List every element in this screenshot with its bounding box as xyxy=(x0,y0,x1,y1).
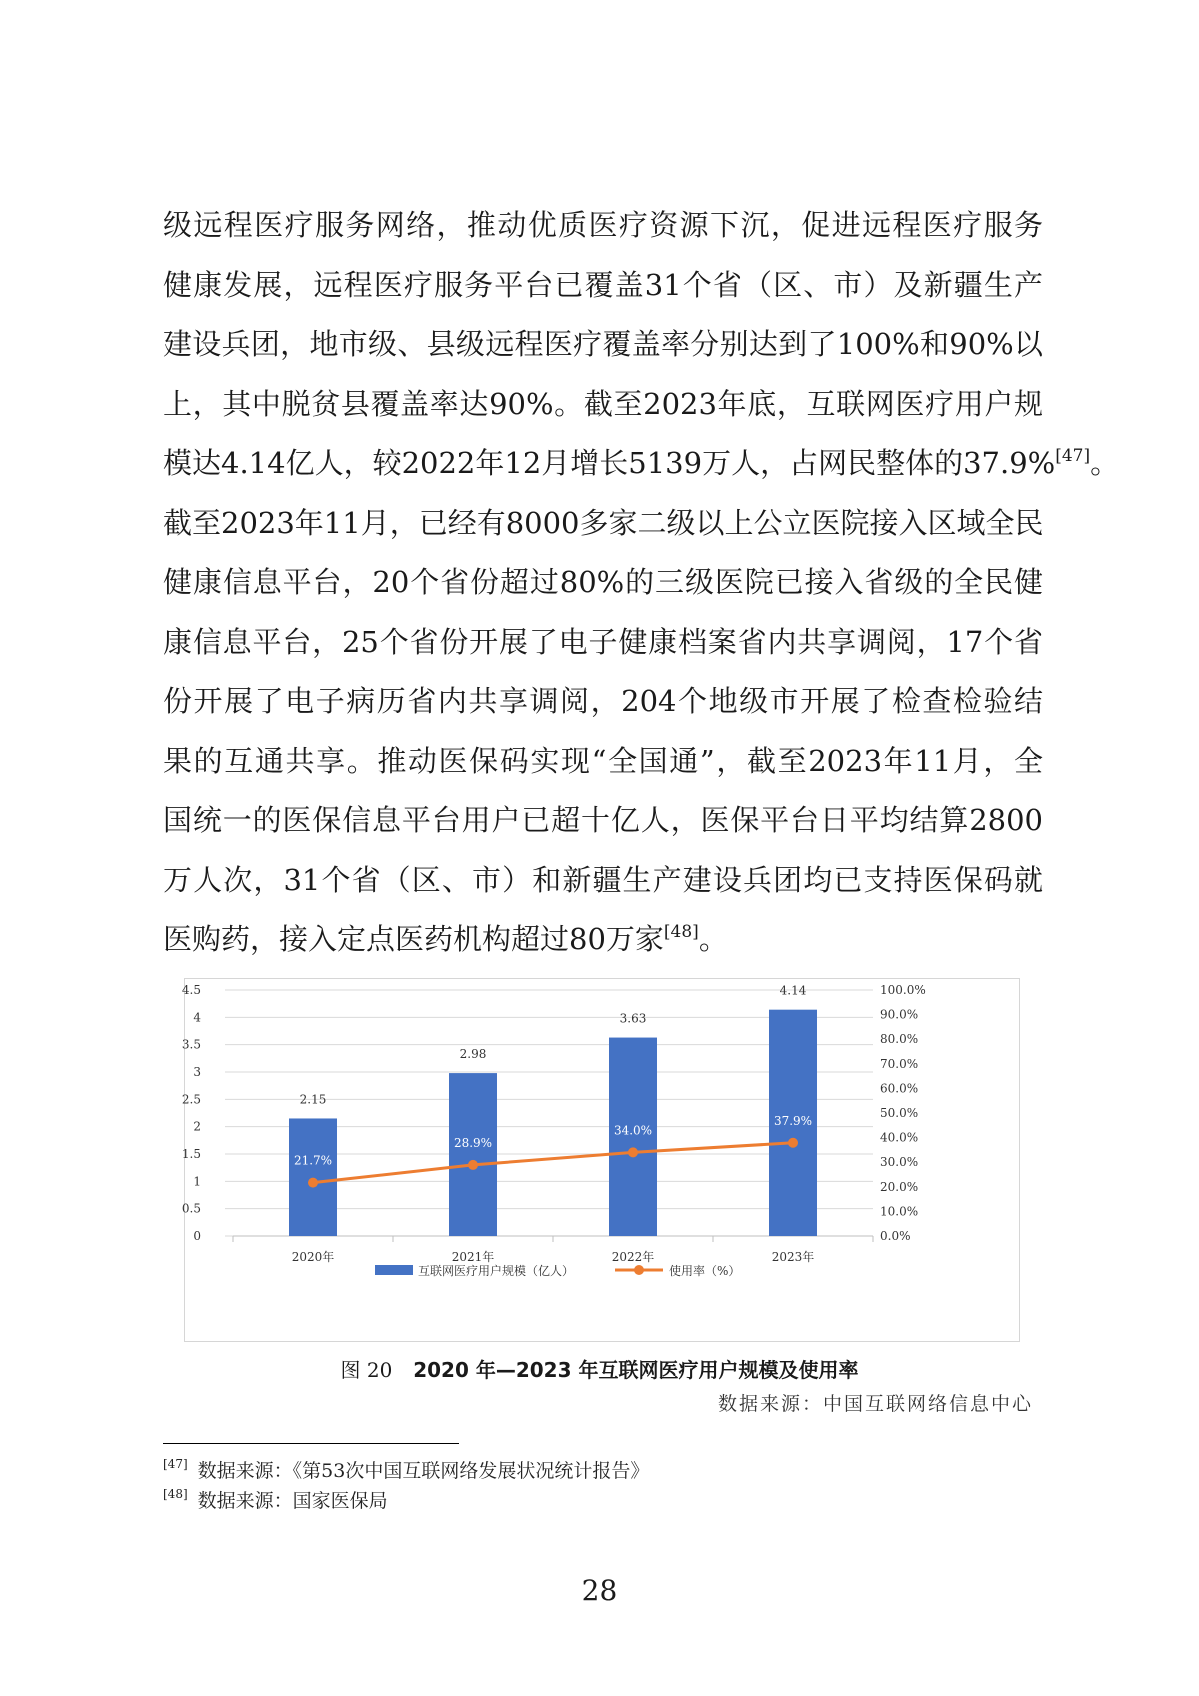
y-left-tick-label: 2 xyxy=(193,1119,201,1134)
combo-chart xyxy=(181,979,1019,1341)
y-left-tick-label: 2.5 xyxy=(181,1092,201,1107)
figure-title: 2020 年—2023 年互联网医疗用户规模及使用率 xyxy=(413,1358,859,1382)
period: 。 xyxy=(698,922,728,956)
chart-container xyxy=(181,978,1020,1342)
body-paragraph xyxy=(163,196,1120,970)
y-right-tick-label: 40.0% xyxy=(880,1130,919,1145)
y-right-tick-label: 50.0% xyxy=(880,1106,919,1120)
usage-rate-line xyxy=(313,1143,793,1183)
y-left-tick-label: 4 xyxy=(193,1010,201,1025)
body-line-with-ref xyxy=(163,910,1043,970)
usage-rate-point xyxy=(628,1147,638,1157)
body-line: 建设兵团，地市级、县级远程医疗覆盖率分别达到了100%和90%以 xyxy=(163,327,1043,361)
body-line: 医购药，接入定点医药机构超过80万家 xyxy=(163,922,664,956)
bar xyxy=(289,1118,337,1236)
bar-value-label: 4.14 xyxy=(779,983,807,998)
footnote-47 xyxy=(163,1456,649,1483)
period: 。 xyxy=(1090,446,1120,480)
y-right-tick-label: 30.0% xyxy=(880,1155,919,1170)
bar-value-label: 3.63 xyxy=(619,1011,647,1026)
y-right-tick-label: 100.0% xyxy=(880,983,926,997)
body-line: 级远程医疗服务网络，推动优质医疗资源下沉，促进远程医疗服务 xyxy=(163,208,1043,242)
usage-rate-label: 37.9% xyxy=(773,1113,813,1128)
body-line: 截至2023年11月，已经有8000多家二级以上公立医院接入区域全民 xyxy=(163,505,1044,540)
usage-rate-point xyxy=(468,1160,478,1170)
body-line-with-ref xyxy=(163,434,1120,494)
footnote-marker: [48] xyxy=(163,1487,188,1501)
usage-rate-label: 28.9% xyxy=(453,1135,493,1150)
body-line: 上，其中脱贫县覆盖率达90%。截至2023年底，互联网医疗用户规 xyxy=(163,386,1043,421)
footnote-ref-47[interactable]: [47] xyxy=(1055,446,1091,466)
x-tick-label: 2021年 xyxy=(451,1250,495,1264)
y-left-tick-label: 1.5 xyxy=(181,1147,201,1161)
y-right-tick-label: 80.0% xyxy=(880,1032,919,1047)
bar-value-label: 2.15 xyxy=(299,1092,327,1107)
footnote-divider xyxy=(163,1443,459,1444)
body-line: 国统一的医保信息平台用户已超十亿人，医保平台日平均结算2800 xyxy=(163,803,1043,837)
y-right-tick-label: 10.0% xyxy=(880,1204,919,1219)
bar-value-label: 2.98 xyxy=(459,1047,487,1062)
figure-number: 图 20 xyxy=(340,1358,393,1382)
page-number: 28 xyxy=(581,1574,618,1607)
y-left-tick-label: 3 xyxy=(193,1065,201,1079)
legend-swatch-bar xyxy=(375,1265,413,1275)
y-left-tick-label: 0 xyxy=(193,1229,201,1243)
y-left-tick-label: 1 xyxy=(193,1174,201,1189)
usage-rate-label: 21.7% xyxy=(293,1153,333,1168)
x-tick-label: 2022年 xyxy=(611,1250,655,1264)
legend-label-line: 使用率（%） xyxy=(669,1264,741,1278)
body-line: 健康发展，远程医疗服务平台已覆盖31个省（区、市）及新疆生产 xyxy=(163,267,1043,302)
body-line: 健康信息平台，20个省份超过80%的三级医院已接入省级的全民健 xyxy=(163,565,1043,599)
y-right-tick-label: 60.0% xyxy=(880,1081,919,1096)
y-right-tick-label: 90.0% xyxy=(880,1007,919,1022)
y-right-tick-label: 20.0% xyxy=(880,1179,919,1194)
x-tick-label: 2020年 xyxy=(291,1250,335,1264)
y-right-tick-label: 0.0% xyxy=(880,1229,911,1243)
body-line: 份开展了电子病历省内共享调阅，204个地级市开展了检查检验结 xyxy=(163,684,1043,718)
body-line: 康信息平台，25个省份开展了电子健康档案省内共享调阅，17个省 xyxy=(163,624,1043,659)
usage-rate-point xyxy=(788,1138,798,1148)
footnote-marker: [47] xyxy=(163,1457,188,1471)
body-line: 模达4.14亿人，较2022年12月增长5139万人，占网民整体的37.9% xyxy=(163,446,1056,480)
footnote-text: 数据来源：国家医保局 xyxy=(197,1490,388,1512)
y-right-tick-label: 70.0% xyxy=(880,1056,919,1071)
footnote-48 xyxy=(163,1486,388,1513)
figure-caption xyxy=(0,1354,1199,1383)
legend-label-bar: 互联网医疗用户规模（亿人） xyxy=(418,1264,575,1278)
usage-rate-label: 34.0% xyxy=(613,1123,653,1138)
body-line: 万人次，31个省（区、市）和新疆生产建设兵团均已支持医保码就 xyxy=(163,862,1043,897)
usage-rate-point xyxy=(308,1178,318,1188)
footnote-text: 数据来源：《第53次中国互联网络发展状况统计报告》 xyxy=(197,1460,650,1482)
data-source: 数据来源：中国互联网络信息中心 xyxy=(717,1393,1033,1415)
x-tick-label: 2023年 xyxy=(771,1250,815,1264)
footnote-ref-48[interactable]: [48] xyxy=(663,922,699,942)
y-left-tick-label: 4.5 xyxy=(181,983,201,997)
y-left-tick-label: 0.5 xyxy=(181,1201,201,1216)
legend-swatch-point xyxy=(634,1265,644,1275)
bar xyxy=(449,1073,497,1236)
body-line: 果的互通共享。推动医保码实现“全国通”，截至2023年11月，全 xyxy=(163,743,1043,778)
y-left-tick-label: 3.5 xyxy=(181,1037,201,1052)
